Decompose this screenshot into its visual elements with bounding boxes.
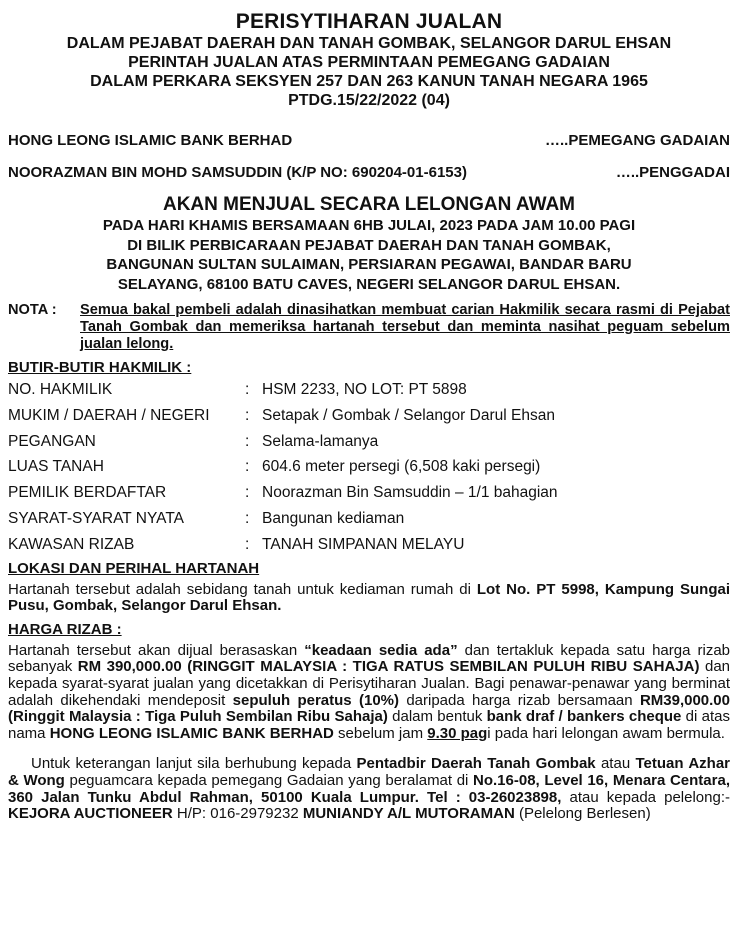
reserve-heading: HARGA RIZAB : (8, 620, 122, 638)
contact-text: H/P: 016-2979232 (172, 805, 303, 823)
reserve-text: dan kepada syarat-syarat jualan yang dicetakkan di Perisytiharan Jualan. Bagi penawar-penawar yang berminat adalah dikehendaki mendeposit (8, 658, 731, 709)
detail-value: Setapak / Gombak / Selangor Darul Ehsan (262, 406, 555, 424)
deposit-percent: sepuluh peratus (10%) (232, 691, 399, 709)
detail-row (8, 429, 730, 455)
contact-lawyer: Tetuan Azhar & Wong (8, 755, 731, 789)
reserve-text: i pada hari lelongan awam bermula. (487, 724, 725, 742)
detail-sep: : (245, 484, 250, 502)
detail-row (8, 480, 730, 506)
detail-value: HSM 2233, NO LOT: PT 5898 (262, 381, 467, 398)
detail-sep: : (245, 381, 250, 398)
contact-text: atau (595, 755, 636, 773)
detail-key: PEMILIK BERDAFTAR (8, 484, 167, 502)
reserve-price: RM 390,000.00 (RINGGIT MALAYSIA : TIGA RATUS SEMBILAN PULUH RIBU SAHAJA) (77, 658, 700, 676)
sale-proclamation-notice (0, 10, 738, 950)
detail-row (8, 532, 730, 558)
detail-row (8, 454, 730, 480)
contact-text: atau kepada pelelong:- (561, 788, 730, 806)
deadline-time: 9.30 pag (427, 724, 488, 742)
detail-key: MUKIM / DAERAH / NEGERI (8, 406, 210, 424)
title-details-table (8, 377, 730, 558)
detail-value: TANAH SIMPANAN MELAYU (262, 535, 465, 553)
detail-sep: : (245, 509, 250, 527)
location-lot: Lot No. PT 5998, Kampung Sungai Pusu, Gombak, Selangor Darul Ehsan. (8, 580, 730, 615)
auction-title: AKAN MENJUAL SECARA LELONGAN AWAM (162, 194, 576, 215)
licensed-auctioneer: MUNIANDY A/L MUTORAMAN (302, 805, 515, 823)
order-line: PERINTAH JUALAN ATAS PERMINTAAN PEMEGANG GADAIAN (128, 54, 610, 71)
detail-sep: : (245, 458, 250, 476)
reserve-text: dan tertakluk kepada satu harga rizab sebanyak (8, 641, 731, 676)
nota-text: Semua bakal pembeli adalah dinasihatkan membuat carian Hakmilik secara rasmi di Pejabat Tanah Gombak dan memeriksa hartanah tersebut dan meminta nasihat peguam sebelum jualan lelong. (80, 302, 730, 352)
nota-label: NOTA : (8, 302, 57, 318)
reserve-text: sebelum jam (333, 724, 428, 742)
reserve-text: dalam bentuk (387, 708, 487, 726)
auction-venue-line-3: SELAYANG, 68100 BATU CAVES, NEGERI SELANGOR DARUL EHSAN. (117, 275, 621, 293)
detail-sep: : (245, 432, 250, 450)
contact-address: No.16-08, Level 16, Menara Centara, 360 Jalan Tunku Abdul Rahman, 50100 Kuala Lumpur. Tel : 03-26023898, (8, 771, 730, 806)
deposit-amount: RM39,000.00 (Ringgit Malaysia : Tiga Puluh Sembilan Ribu Sahaja) (8, 691, 730, 726)
chargee-name: HONG LEONG ISLAMIC BANK BERHAD (8, 132, 293, 149)
chargee-row (8, 132, 730, 149)
detail-key: LUAS TANAH (8, 458, 104, 476)
auction-venue-line-1: DI BILIK PERBICARAAN PEJABAT DAERAH DAN TANAH GOMBAK, (127, 236, 611, 254)
contact-text: Untuk keterangan lanjut sila berhubung kepada (31, 755, 357, 773)
chargor-row (8, 164, 730, 181)
office-line: DALAM PEJABAT DAERAH DAN TANAH GOMBAK, SELANGOR DARUL EHSAN (66, 35, 672, 52)
detail-sep: : (245, 406, 250, 424)
contact-text: peguamcara kepada pemegang Gadaian yang beralamat di (64, 771, 474, 789)
detail-value: Selama-lamanya (262, 432, 379, 450)
detail-value: 604.6 meter persegi (6,508 kaki persegi) (262, 458, 541, 476)
chargor-name: NOORAZMAN BIN MOHD SAMSUDDIN (K/P NO: 690204-01-6153) (8, 164, 467, 181)
detail-row (8, 377, 730, 403)
detail-key: SYARAT-SYARAT NYATA (8, 509, 184, 527)
title-details-heading: BUTIR-BUTIR HAKMILIK : (8, 359, 192, 376)
contact-paragraph (8, 756, 730, 822)
detail-value: Noorazman Bin Samsuddin – 1/1 bahagian (262, 484, 558, 502)
detail-row (8, 403, 730, 429)
detail-key: KAWASAN RIZAB (8, 535, 135, 553)
act-line: DALAM PERKARA SEKSYEN 257 DAN 263 KANUN TANAH NEGARA 1965 (90, 73, 648, 90)
reserve-text: daripada harga rizab bersamaan (399, 691, 640, 709)
chargee-role: …..PEMEGANG GADAIAN (544, 132, 730, 149)
reserve-paragraph (8, 643, 730, 743)
location-text: Hartanah tersebut adalah sebidang tanah untuk kediaman rumah di (8, 580, 477, 598)
notice-title: PERISYTIHARAN JUALAN (235, 10, 503, 33)
auction-date-line: PADA HARI KHAMIS BERSAMAAN 6HB JULAI, 2023 PADA JAM 10.00 PAGI (102, 217, 636, 234)
reserve-text: di atas nama (8, 708, 730, 742)
payee-bank: HONG LEONG ISLAMIC BANK BERHAD (49, 724, 334, 742)
detail-key: PEGANGAN (8, 432, 96, 450)
detail-value: Bangunan kediaman (262, 509, 405, 527)
location-heading: LOKASI DAN PERIHAL HARTANAH (8, 559, 260, 577)
contact-text: (Pelelong Berlesen) (514, 805, 651, 823)
auctioneer-name: KEJORA AUCTIONEER (8, 805, 173, 823)
auction-venue-line-2: BANGUNAN SULTAN SULAIMAN, PERSIARAN PEGAWAI, BANDAR BARU (106, 256, 632, 273)
detail-sep: : (245, 535, 250, 553)
nota-block (8, 302, 730, 353)
detail-row (8, 506, 730, 532)
chargor-role: …..PENGGADAI (615, 164, 730, 181)
reference-number: PTDG.15/22/2022 (04) (288, 92, 450, 109)
location-paragraph (8, 582, 730, 615)
reserve-text: Hartanah tersebut akan dijual berasaskan (8, 641, 305, 659)
contact-office: Pentadbir Daerah Tanah Gombak (356, 755, 596, 773)
detail-key: NO. HAKMILIK (8, 381, 113, 398)
payment-form: bank draf / bankers cheque (486, 708, 682, 726)
reserve-bold: “keadaan sedia ada” (304, 641, 458, 659)
